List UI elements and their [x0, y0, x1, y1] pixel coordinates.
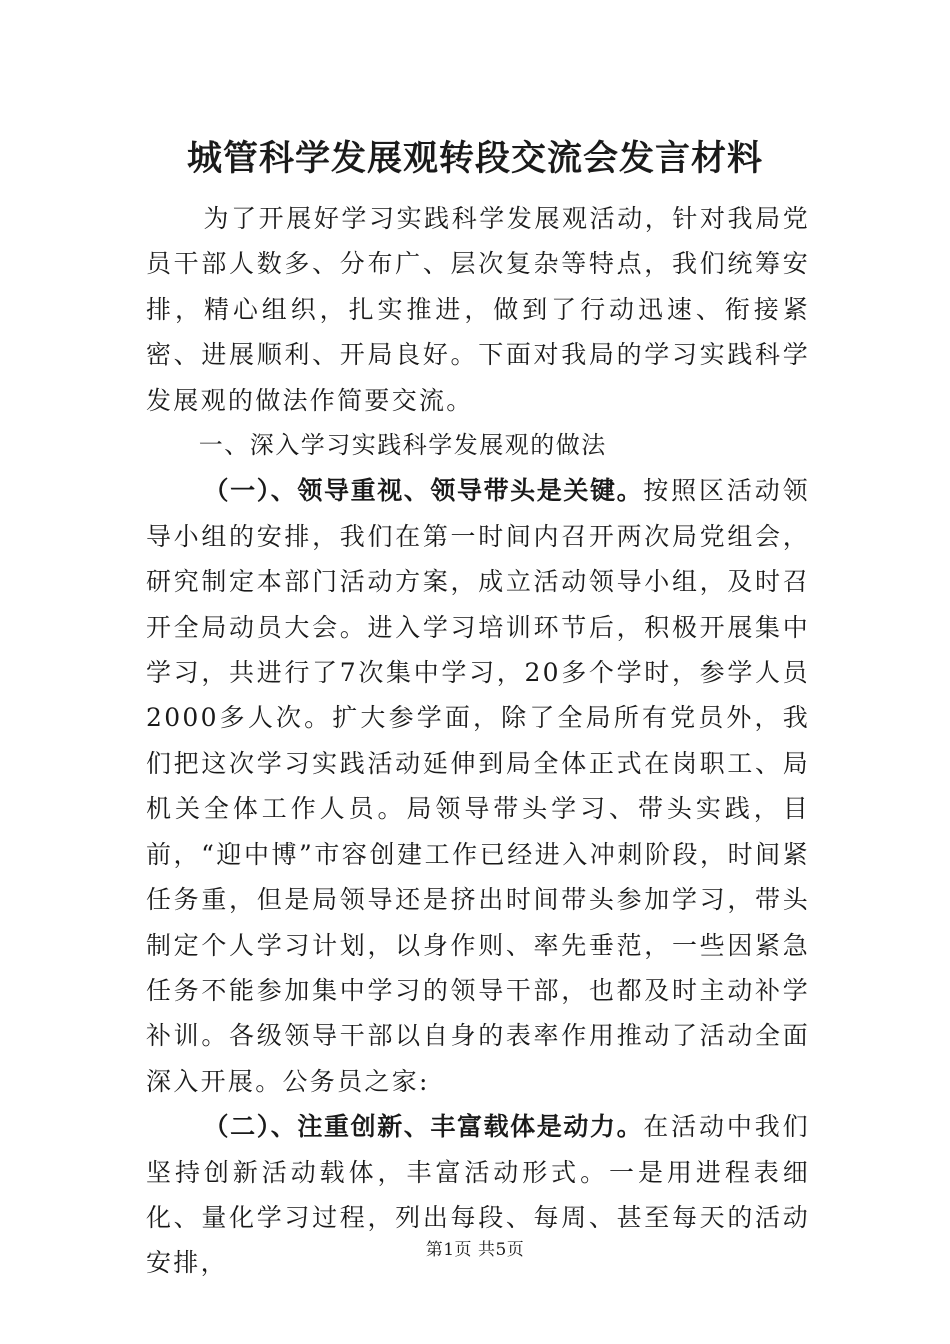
intro-paragraph: 为了开展好学习实践科学发展观活动，针对我局党员干部人数多、分布广、层次复杂等特点，我们统筹安排，精心组织，扎实推进，做到了行动迅速、衔接紧密、进展顺利、开局良好。下面对我局的学习实践科学发展观的做法作简要交流。	[146, 204, 810, 415]
item-1-lead: （一）、领导重视、领导带头是关键。	[203, 476, 644, 506]
document-title: 城管科学发展观转段交流会发言材料	[186, 139, 763, 179]
document-body	[146, 196, 810, 1286]
item-2-text: 在活动中我们坚持创新活动载体，丰富活动形式。一是用进程表细化、量化学习过程，列出每段、每周、甚至每天的活动安排，	[146, 1112, 810, 1278]
section-heading: 一、深入学习实践科学发展观的做法	[198, 431, 607, 460]
item-1-paragraph	[146, 468, 810, 1104]
item-2-lead: （二）、注重创新、丰富载体是动力。	[203, 1112, 644, 1142]
item-1-text: 按照区活动领导小组的安排，我们在第一时间内召开两次局党组会，研究制定本部门活动方案，成立活动领导小组，及时召开全局动员大会。进入学习培训环节后，积极开展集中学习，共进行了7次集中学习，20多个学时，参学人员2000多人次。扩大参学面，除了全局所有党员外，我们把这次学习实践活动延伸到局全体正式在岗职工、局机关全体工作人员。局领导带头学习、带头实践，目前，“迎中博”市容创建工作已经进入冲刺阶段，时间紧任务重，但是局领导还是挤出时间带头参加学习，带头制定个人学习计划，以身作则、率先垂范，一些因紧急任务不能参加集中学习的领导干部，也都及时主动补学补训。各级领导干部以自身的表率作用推动了活动全面深入开展。公务员之家:	[146, 476, 810, 1096]
page-indicator: 第1页 共5页	[425, 1240, 525, 1260]
